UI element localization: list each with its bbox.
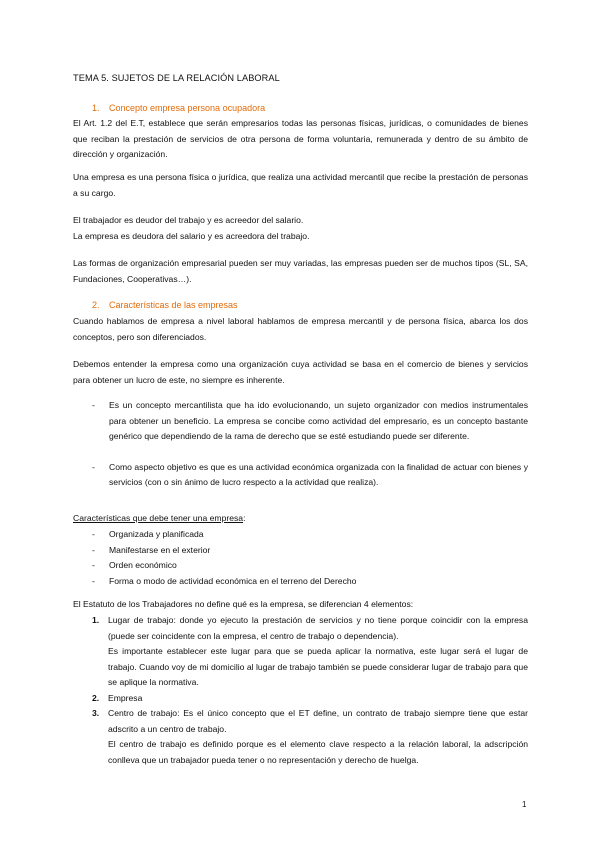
section-2-title: Características de las empresas <box>109 300 238 310</box>
characteristics-heading <box>73 511 528 527</box>
element-text: Centro de trabajo: Es el único concepto que el ET define, un contrato de trabajo siempre tiene que estar adscrito a un centro de trabajo. <box>108 708 528 734</box>
list-item-text: Orden económico <box>109 560 177 570</box>
list-item <box>92 460 528 491</box>
list-number: 2. <box>92 692 100 703</box>
element-text: Lugar de trabajo: donde yo ejecuto la prestación de servicios y no tiene porque coincidir con la empresa (puede ser coincidente con la empresa, el centro de trabajo o dependencia). <box>108 615 528 641</box>
list-item-text: Forma o modo de actividad económica en el terreno del Derecho <box>109 575 357 586</box>
list-item-text: Organizada y planificada <box>109 529 204 539</box>
element-text: Empresa <box>108 692 143 703</box>
bullet-dash: - <box>92 560 95 570</box>
section-1-heading <box>92 101 265 117</box>
page-title: TEMA 5. SUJETOS DE LA RELACIÓN LABORAL <box>73 73 280 83</box>
elements-list <box>73 613 528 768</box>
s2-paragraph-organization: Debemos entender la empresa como una organización cuya actividad se basa en el comercio de bienes y servicios para obtener un lucro de este, no siempre es inherente. <box>73 359 528 385</box>
bullet-dash: - <box>92 575 95 586</box>
s1-paragraph-forms: Las formas de organización empresarial pueden ser muy variadas, las empresas pueden ser de muchos tipos (SL, SA, Fundaciones, Cooperativas…). <box>73 258 528 284</box>
section-2-heading <box>92 298 238 314</box>
bullet-dash: - <box>92 544 95 555</box>
list-item <box>92 543 528 559</box>
et-intro: El Estatuto de los Trabajadores no define qué es la empresa, se diferencian 4 elementos: <box>73 599 414 609</box>
section-1-title: Concepto empresa persona ocupadora <box>109 103 266 113</box>
bullet-text: Es un concepto mercantilista que ha ido evolucionando, un sujeto organizador con medios instrumentales para obtener un beneficio. La empresa se concibe como actividad del empresario, es un concepto bastante genérico que dependiendo de la rama de derecho que se esté estudiando puede ser diferente. <box>109 400 528 441</box>
list-number: 1. <box>92 615 100 625</box>
list-item <box>92 574 528 590</box>
characteristics-colon: : <box>243 513 246 523</box>
element-text: El centro de trabajo es definido porque es el elemento clave respecto a la relación laboral, la adscripción conlleva que un trabajador pueda tener o no representación y derecho de huelga. <box>108 739 528 765</box>
bullet-text: Como aspecto objetivo es que es una actividad económica organizada con la finalidad de actuar con bienes y servicios (con o sin ánimo de lucro respecto a la actividad que realiza). <box>109 461 528 487</box>
element-text: Es importante establecer este lugar para que se pueda aplicar la normativa, este lugar será el lugar de trabajo. Cuando voy de mi domicilio al lugar de trabajo también se puede considerar lugar de trabajo para que se aplique la normativa. <box>108 646 528 687</box>
s1-paragraph-worker: El trabajador es deudor del trabajo y es acreedor del salario. <box>73 215 304 225</box>
s1-paragraph-company: La empresa es deudora del salario y es acreedora del trabajo. <box>73 231 310 241</box>
s2-paragraph-levels: Cuando hablamos de empresa a nivel laboral hablamos de empresa mercantil y de persona física, abarca los dos conceptos, pero son diferenciados. <box>73 316 528 342</box>
list-item <box>73 706 528 768</box>
list-item <box>73 613 528 691</box>
section-1-number: 1. <box>92 103 100 113</box>
list-item <box>92 398 528 445</box>
list-item-text: Manifestarse en el exterior <box>109 544 211 555</box>
characteristics-list <box>92 527 528 589</box>
list-item <box>92 527 528 543</box>
s1-paragraph-art: El Art. 1.2 del E.T, establece que serán empresarios todas las personas físicas, jurídicas, o comunidades de bienes que reciban la prestación de servicios de otra persona de forma voluntaria, remunerada y dentro de su ámbito de dirección y organización. <box>73 118 528 159</box>
list-item <box>73 691 528 707</box>
list-number: 3. <box>92 708 100 718</box>
bullet-dash: - <box>92 529 95 539</box>
page-number: 1 <box>522 800 527 809</box>
bullet-dash: - <box>92 461 95 472</box>
characteristics-heading-text: Características que debe tener una empresa <box>73 513 244 523</box>
list-item <box>92 558 528 574</box>
section-2-number: 2. <box>92 300 100 310</box>
bullet-dash: - <box>92 400 95 410</box>
s1-paragraph-definition: Una empresa es una persona física o jurídica, que realiza una actividad mercantil que recibe la prestación de personas a su cargo. <box>73 172 528 198</box>
s2-bullet-list <box>92 398 528 491</box>
